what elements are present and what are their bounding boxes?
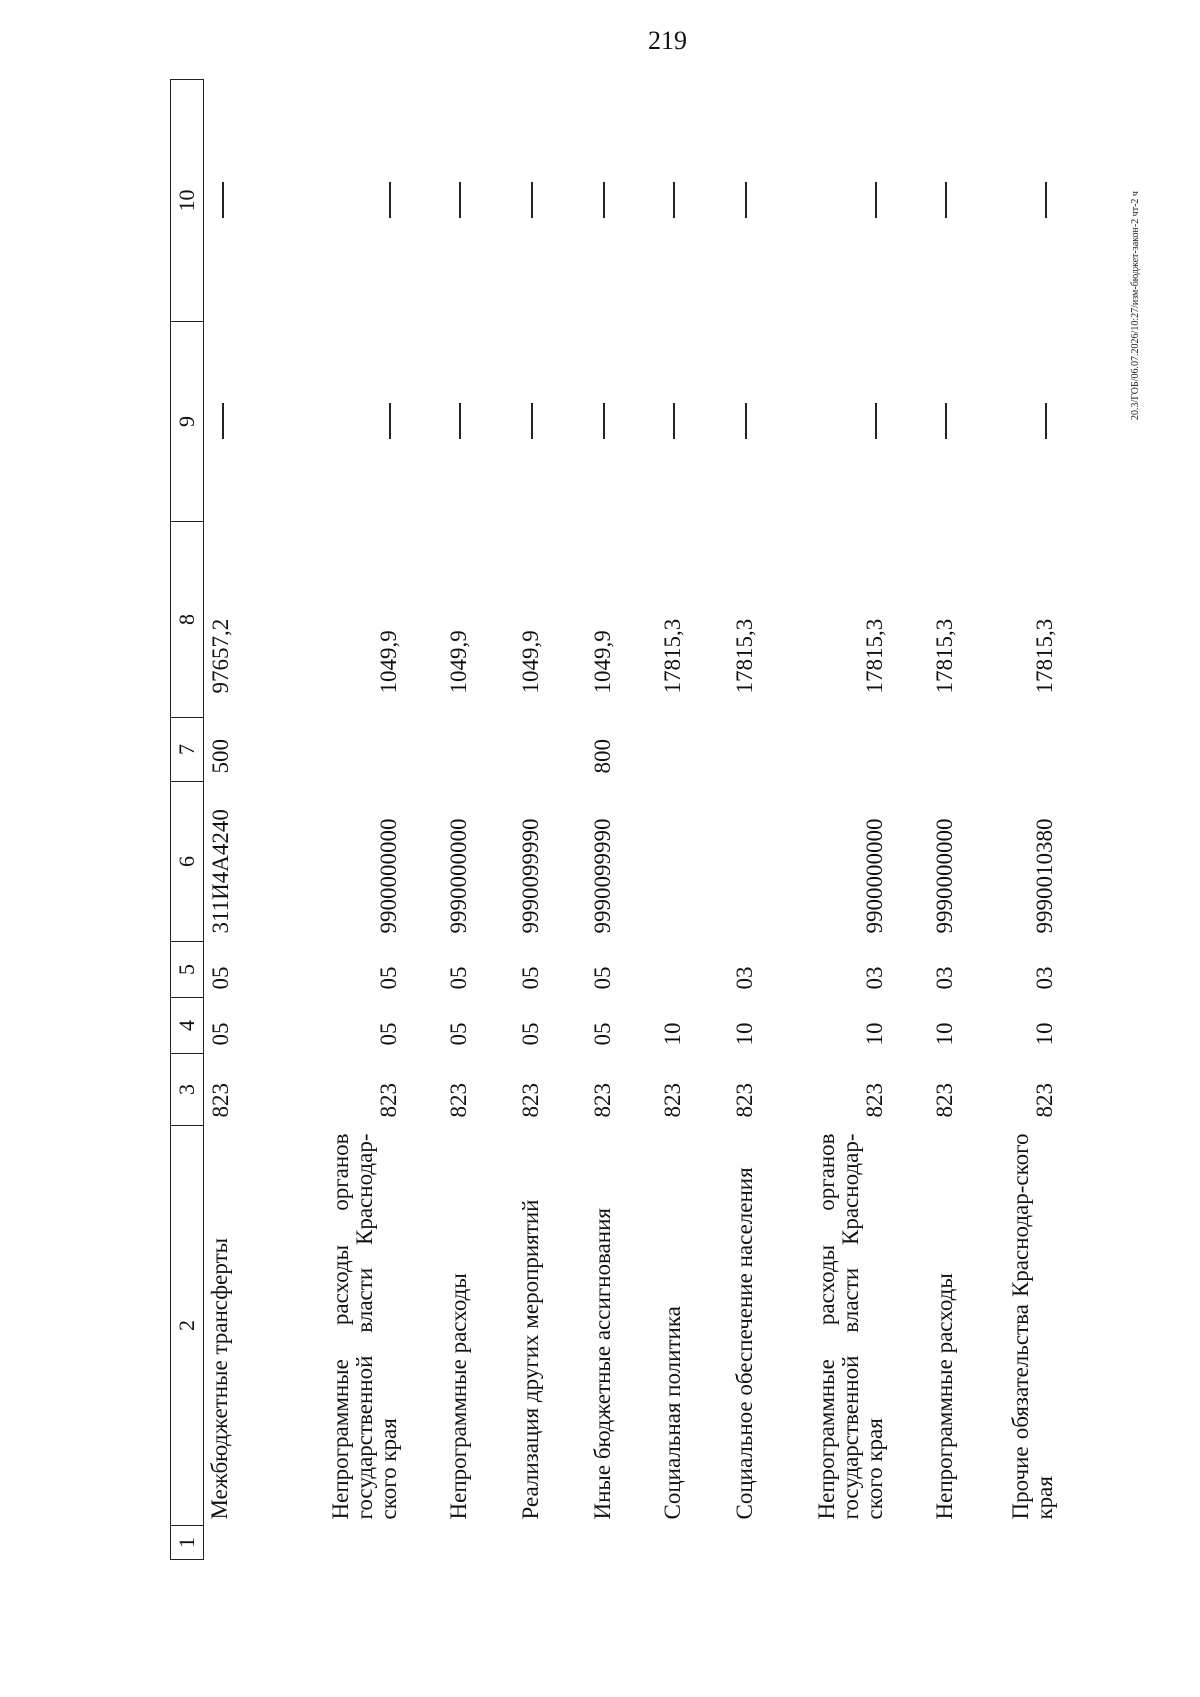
cell-ministry: 823 bbox=[931, 1083, 957, 1118]
cell-expense-type: 500 bbox=[208, 739, 233, 774]
cell-col10 bbox=[958, 80, 1058, 322]
dash-mark bbox=[531, 183, 533, 219]
cell-expense-type bbox=[958, 718, 1058, 782]
dash-mark bbox=[673, 404, 675, 440]
cell-expense-type bbox=[888, 718, 958, 782]
table-row bbox=[544, 80, 616, 1560]
row-name: Социальная политика bbox=[660, 1306, 686, 1520]
cell-col9 bbox=[402, 322, 472, 522]
table-row bbox=[204, 80, 266, 1560]
cell-amount: 1049,9 bbox=[375, 630, 401, 694]
table-row bbox=[472, 80, 544, 1560]
cell-section: 05 bbox=[589, 1022, 615, 1046]
cell-col9 bbox=[758, 322, 888, 522]
col-header-5: 5 bbox=[171, 942, 204, 998]
dash-mark bbox=[875, 183, 877, 219]
cell-subsection: 03 bbox=[861, 966, 887, 990]
cell-amount: 17815,3 bbox=[931, 618, 957, 694]
cell-target: 9990000000 bbox=[931, 818, 957, 934]
cell-ministry: 823 bbox=[445, 1083, 471, 1118]
cell-subsection: 05 bbox=[208, 966, 233, 990]
cell-amount: 17815,3 bbox=[861, 618, 887, 694]
dash-mark bbox=[1045, 183, 1047, 219]
col-header-7: 7 bbox=[171, 718, 204, 782]
dash-mark bbox=[875, 404, 877, 440]
table-row bbox=[616, 80, 686, 1560]
col-header-1: 1 bbox=[171, 1526, 204, 1560]
cell-amount: 1049,9 bbox=[589, 630, 615, 694]
col-header-2: 2 bbox=[171, 1126, 204, 1526]
row-name: Иные бюджетные ассигнования bbox=[590, 1208, 616, 1520]
cell-expense-type bbox=[266, 718, 402, 782]
cell-expense-type bbox=[758, 718, 888, 782]
table-row bbox=[402, 80, 472, 1560]
col-header-6: 6 bbox=[171, 782, 204, 942]
cell-section: 05 bbox=[517, 1022, 543, 1046]
dash-mark bbox=[603, 404, 605, 440]
page-number: 219 bbox=[648, 26, 687, 55]
cell-subsection: 03 bbox=[1031, 966, 1057, 990]
header-row bbox=[171, 80, 204, 1560]
dash-mark bbox=[459, 404, 461, 440]
cell-ministry: 823 bbox=[659, 1083, 685, 1118]
table-row bbox=[686, 80, 758, 1560]
cell-col9 bbox=[616, 322, 686, 522]
col-header-8: 8 bbox=[171, 522, 204, 718]
cell-section: 10 bbox=[931, 1022, 957, 1046]
row-name: Прочие обязательства Краснодар-ского края bbox=[1008, 1133, 1058, 1520]
cell-subsection: 03 bbox=[731, 966, 757, 990]
document-code: 20.3/ГОБ/06.07.2026/10:27/изм-бюджет-закон-2 чт-2 ч bbox=[1130, 191, 1141, 420]
cell-section: 05 bbox=[375, 1022, 401, 1046]
cell-target: 9990010380 bbox=[1031, 818, 1057, 934]
dash-mark bbox=[1045, 404, 1047, 440]
cell-expense-type: 800 bbox=[589, 739, 615, 774]
cell-subsection: 05 bbox=[445, 966, 471, 990]
cell-col9 bbox=[266, 322, 402, 522]
cell-col10 bbox=[888, 80, 958, 322]
cell-target: 9900000000 bbox=[375, 818, 401, 934]
cell-target: 311И4А4240 bbox=[208, 809, 233, 934]
cell-ministry: 823 bbox=[1031, 1083, 1057, 1118]
cell-amount: 17815,3 bbox=[731, 618, 757, 694]
row-name: Непрограммные расходы bbox=[932, 1273, 958, 1520]
row-name: Непрограммные расходы органов государственной власти Краснодар-ского края bbox=[814, 1133, 888, 1520]
cell-col10 bbox=[402, 80, 472, 322]
dash-mark bbox=[673, 183, 675, 219]
dash-mark bbox=[945, 183, 947, 219]
cell-section: 10 bbox=[731, 1022, 757, 1046]
table-row bbox=[758, 80, 888, 1560]
cell-col9 bbox=[204, 322, 266, 522]
cell-section: 05 bbox=[445, 1022, 471, 1046]
cell-col9 bbox=[686, 322, 758, 522]
cell-expense-type bbox=[686, 718, 758, 782]
cell-section: 05 bbox=[208, 1022, 233, 1046]
table-row bbox=[888, 80, 958, 1560]
col-header-9: 9 bbox=[171, 322, 204, 522]
cell-target bbox=[686, 782, 758, 942]
cell-amount: 97657,2 bbox=[208, 618, 233, 694]
cell-expense-type bbox=[402, 718, 472, 782]
cell-col10 bbox=[616, 80, 686, 322]
cell-subsection bbox=[616, 942, 686, 998]
dash-mark bbox=[745, 183, 747, 219]
cell-section: 10 bbox=[1031, 1022, 1057, 1046]
row-name: Непрограммные расходы органов государственной власти Краснодар-ского края bbox=[328, 1133, 402, 1520]
cell-subsection: 03 bbox=[931, 966, 957, 990]
table-row bbox=[958, 80, 1058, 1560]
dash-mark bbox=[603, 183, 605, 219]
cell-subsection: 05 bbox=[589, 966, 615, 990]
col-header-10: 10 bbox=[171, 80, 204, 322]
row-name: Реализация других мероприятий bbox=[518, 1199, 544, 1520]
cell-ministry: 823 bbox=[731, 1083, 757, 1118]
dash-mark bbox=[389, 404, 391, 440]
row-name: Межбюджетные трансферты bbox=[207, 1237, 232, 1520]
cell-col10 bbox=[204, 80, 266, 322]
dash-mark bbox=[389, 183, 391, 219]
cell-col10 bbox=[266, 80, 402, 322]
budget-table bbox=[170, 79, 1058, 1560]
cell-col9 bbox=[958, 322, 1058, 522]
cell-subsection: 05 bbox=[375, 966, 401, 990]
col-header-4: 4 bbox=[171, 998, 204, 1054]
cell-amount: 17815,3 bbox=[659, 618, 685, 694]
cell-col10 bbox=[544, 80, 616, 322]
cell-col10 bbox=[686, 80, 758, 322]
dash-mark bbox=[745, 404, 747, 440]
cell-section: 10 bbox=[861, 1022, 887, 1046]
rotated-table-frame bbox=[170, 80, 1080, 1560]
cell-col9 bbox=[544, 322, 616, 522]
row-name: Социальное обеспечение населения bbox=[732, 1167, 758, 1520]
cell-ministry: 823 bbox=[861, 1083, 887, 1118]
col-header-3: 3 bbox=[171, 1054, 204, 1126]
row-name: Непрограммные расходы bbox=[446, 1273, 472, 1520]
cell-target bbox=[616, 782, 686, 942]
cell-subsection: 05 bbox=[517, 966, 543, 990]
dash-mark bbox=[531, 404, 533, 440]
dash-mark bbox=[222, 404, 224, 440]
table-row bbox=[266, 80, 402, 1560]
cell-expense-type bbox=[616, 718, 686, 782]
cell-ministry: 823 bbox=[517, 1083, 543, 1118]
cell-ministry: 823 bbox=[375, 1083, 401, 1118]
cell-col9 bbox=[888, 322, 958, 522]
cell-col10 bbox=[472, 80, 544, 322]
dash-mark bbox=[945, 404, 947, 440]
dash-mark bbox=[222, 183, 224, 219]
cell-ministry: 823 bbox=[589, 1083, 615, 1118]
cell-section: 10 bbox=[659, 1022, 685, 1046]
cell-expense-type bbox=[472, 718, 544, 782]
cell-amount: 17815,3 bbox=[1031, 618, 1057, 694]
cell-target: 9990099990 bbox=[589, 818, 615, 934]
cell-ministry: 823 bbox=[208, 1083, 233, 1118]
cell-target: 9900000000 bbox=[861, 818, 887, 934]
cell-amount: 1049,9 bbox=[445, 630, 471, 694]
cell-col9 bbox=[472, 322, 544, 522]
dash-mark bbox=[459, 183, 461, 219]
cell-col10 bbox=[758, 80, 888, 322]
cell-target: 9990000000 bbox=[445, 818, 471, 934]
cell-amount: 1049,9 bbox=[517, 630, 543, 694]
cell-target: 9990099990 bbox=[517, 818, 543, 934]
